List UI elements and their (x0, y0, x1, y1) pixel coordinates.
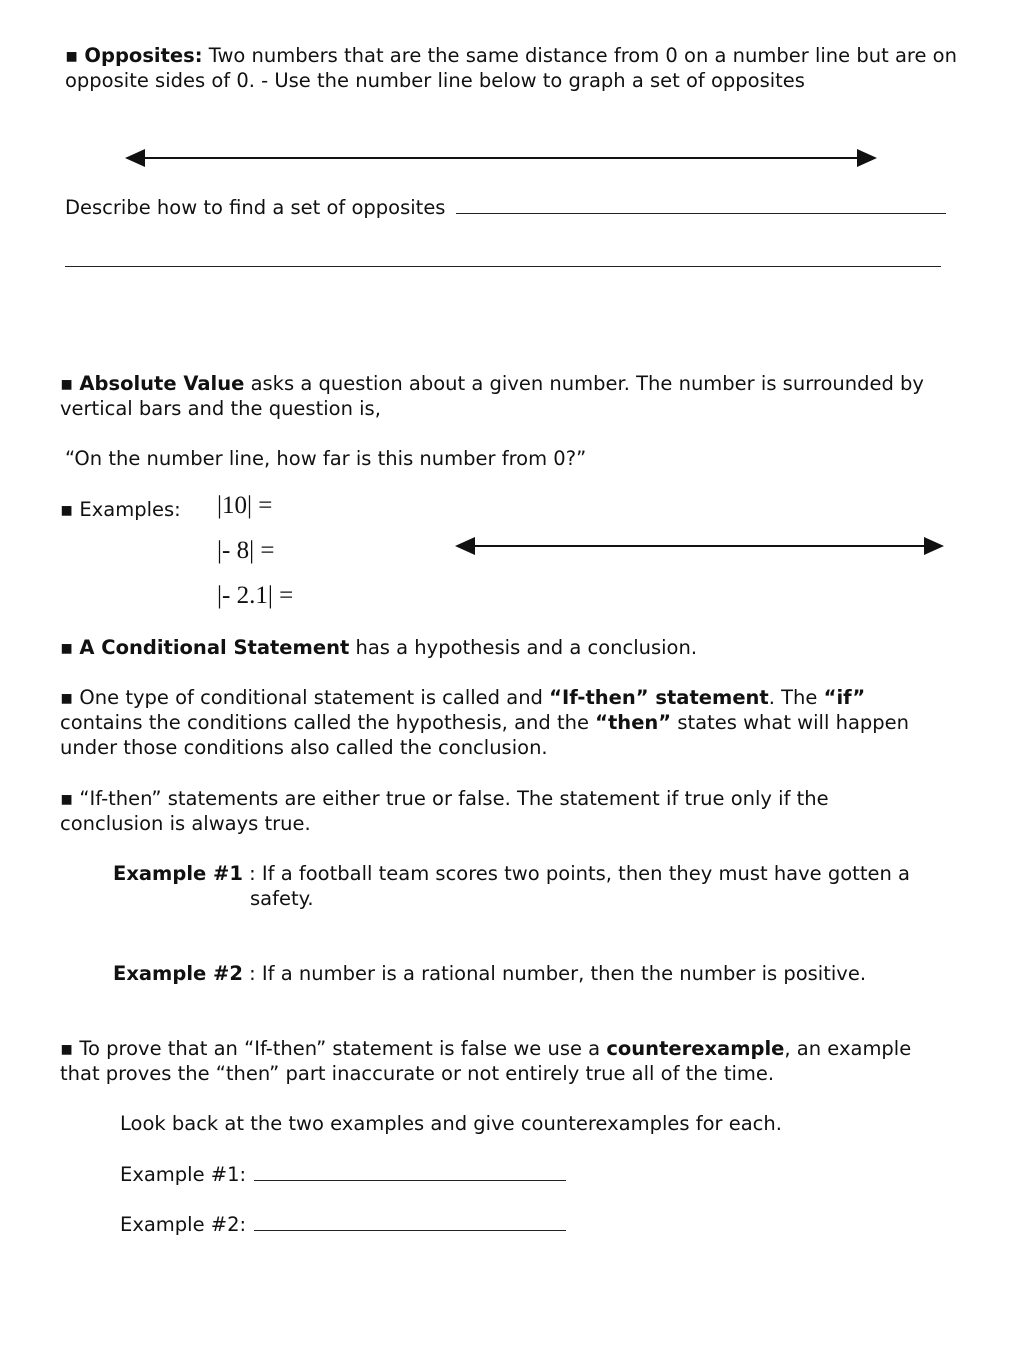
number-line-axis (473, 545, 928, 547)
opposites-definition: Two numbers that are the same distance from 0 on a number line but are on (208, 44, 957, 67)
counterexample-instruction: Look back at the two examples and give counterexamples for each. (120, 1112, 782, 1135)
true-false-line-2: conclusion is always true. (60, 812, 311, 835)
opposites-term: Opposites: (84, 44, 203, 67)
describe-line (65, 195, 946, 219)
then-word: “then” (595, 711, 672, 734)
answer-2-blank[interactable] (254, 1212, 566, 1231)
number-line-axis (143, 157, 861, 159)
counterexample-line-1 (60, 1037, 911, 1060)
opposites-definition-cont: opposite sides of 0. - Use the number line below to graph a set of opposites (65, 69, 805, 92)
bullet-icon: ▪ (65, 44, 79, 67)
example-2-text: : If a number is a rational number, then the number is positive. (249, 962, 867, 985)
answer-1-label: Example #1: (120, 1163, 247, 1186)
answer-2-line (120, 1212, 566, 1236)
example-1-text-cont: safety. (250, 887, 314, 910)
if-then-line-1 (60, 686, 865, 709)
absolute-value-text-cont: vertical bars and the question is, (60, 397, 381, 420)
absolute-value-term: Absolute Value (79, 372, 245, 395)
if-then-line-2b: states what will happen (677, 711, 910, 734)
bullet-icon: ▪ (60, 686, 74, 709)
bullet-icon: ▪ (60, 787, 74, 810)
arrow-right-icon (857, 149, 877, 167)
arrow-left-icon (455, 537, 475, 555)
arrow-right-icon (924, 537, 944, 555)
counterexample-line-2: that proves the “then” part inaccurate or not entirely true all of the time. (60, 1062, 775, 1085)
example-abs-2: |- 8| = (217, 537, 275, 564)
true-false-text: “If-then” statements are either true or false. The statement if true only if the (79, 787, 829, 810)
example-1-line (113, 862, 910, 885)
conditional-term: A Conditional Statement (79, 636, 350, 659)
bullet-icon: ▪ (60, 1037, 74, 1060)
example-2-label: Example #2 (113, 962, 243, 985)
examples-label: Examples: (79, 498, 181, 521)
counterexample-text-2: , an example (784, 1037, 912, 1060)
answer-1-line (120, 1162, 566, 1186)
counterexample-term: counterexample (606, 1037, 785, 1060)
if-then-text-2: . The (768, 686, 818, 709)
bullet-icon: ▪ (60, 636, 74, 659)
absolute-value-text: asks a question about a given number. The number is surrounded by (250, 372, 924, 395)
if-then-line-2a: contains the conditions called the hypothesis, and the (60, 711, 589, 734)
describe-answer-blank[interactable] (456, 195, 946, 214)
example-2-line (113, 962, 866, 985)
if-then-line-2 (60, 711, 909, 734)
example-1-label: Example #1 (113, 862, 243, 885)
opposites-heading-line (65, 44, 957, 67)
example-abs-1: |10| = (217, 492, 273, 519)
bullet-icon: ▪ (60, 498, 74, 521)
example-abs-3: |- 2.1| = (217, 582, 294, 609)
arrow-left-icon (125, 149, 145, 167)
if-word: “if” (823, 686, 866, 709)
examples-label-line (60, 498, 181, 521)
example-1-text: : If a football team scores two points, then they must have gotten a (249, 862, 910, 885)
counterexample-text: To prove that an “If-then” statement is false we use a (79, 1037, 601, 1060)
true-false-line-1 (60, 787, 829, 810)
answer-2-label: Example #2: (120, 1213, 247, 1236)
answer-1-blank[interactable] (254, 1162, 566, 1181)
if-then-term: “If-then” statement (549, 686, 769, 709)
absolute-value-question: “On the number line, how far is this number from 0?” (65, 447, 587, 470)
conditional-text: has a hypothesis and a conclusion. (355, 636, 698, 659)
describe-answer-blank-2[interactable] (65, 248, 941, 267)
conditional-line (60, 636, 697, 659)
bullet-icon: ▪ (60, 372, 74, 395)
describe-prompt: Describe how to find a set of opposites (65, 196, 446, 219)
absolute-value-line (60, 372, 924, 395)
describe-answer-blank-2-wrap (65, 248, 941, 272)
if-then-line-3: under those conditions also called the conclusion. (60, 736, 548, 759)
if-then-text: One type of conditional statement is called and (79, 686, 543, 709)
